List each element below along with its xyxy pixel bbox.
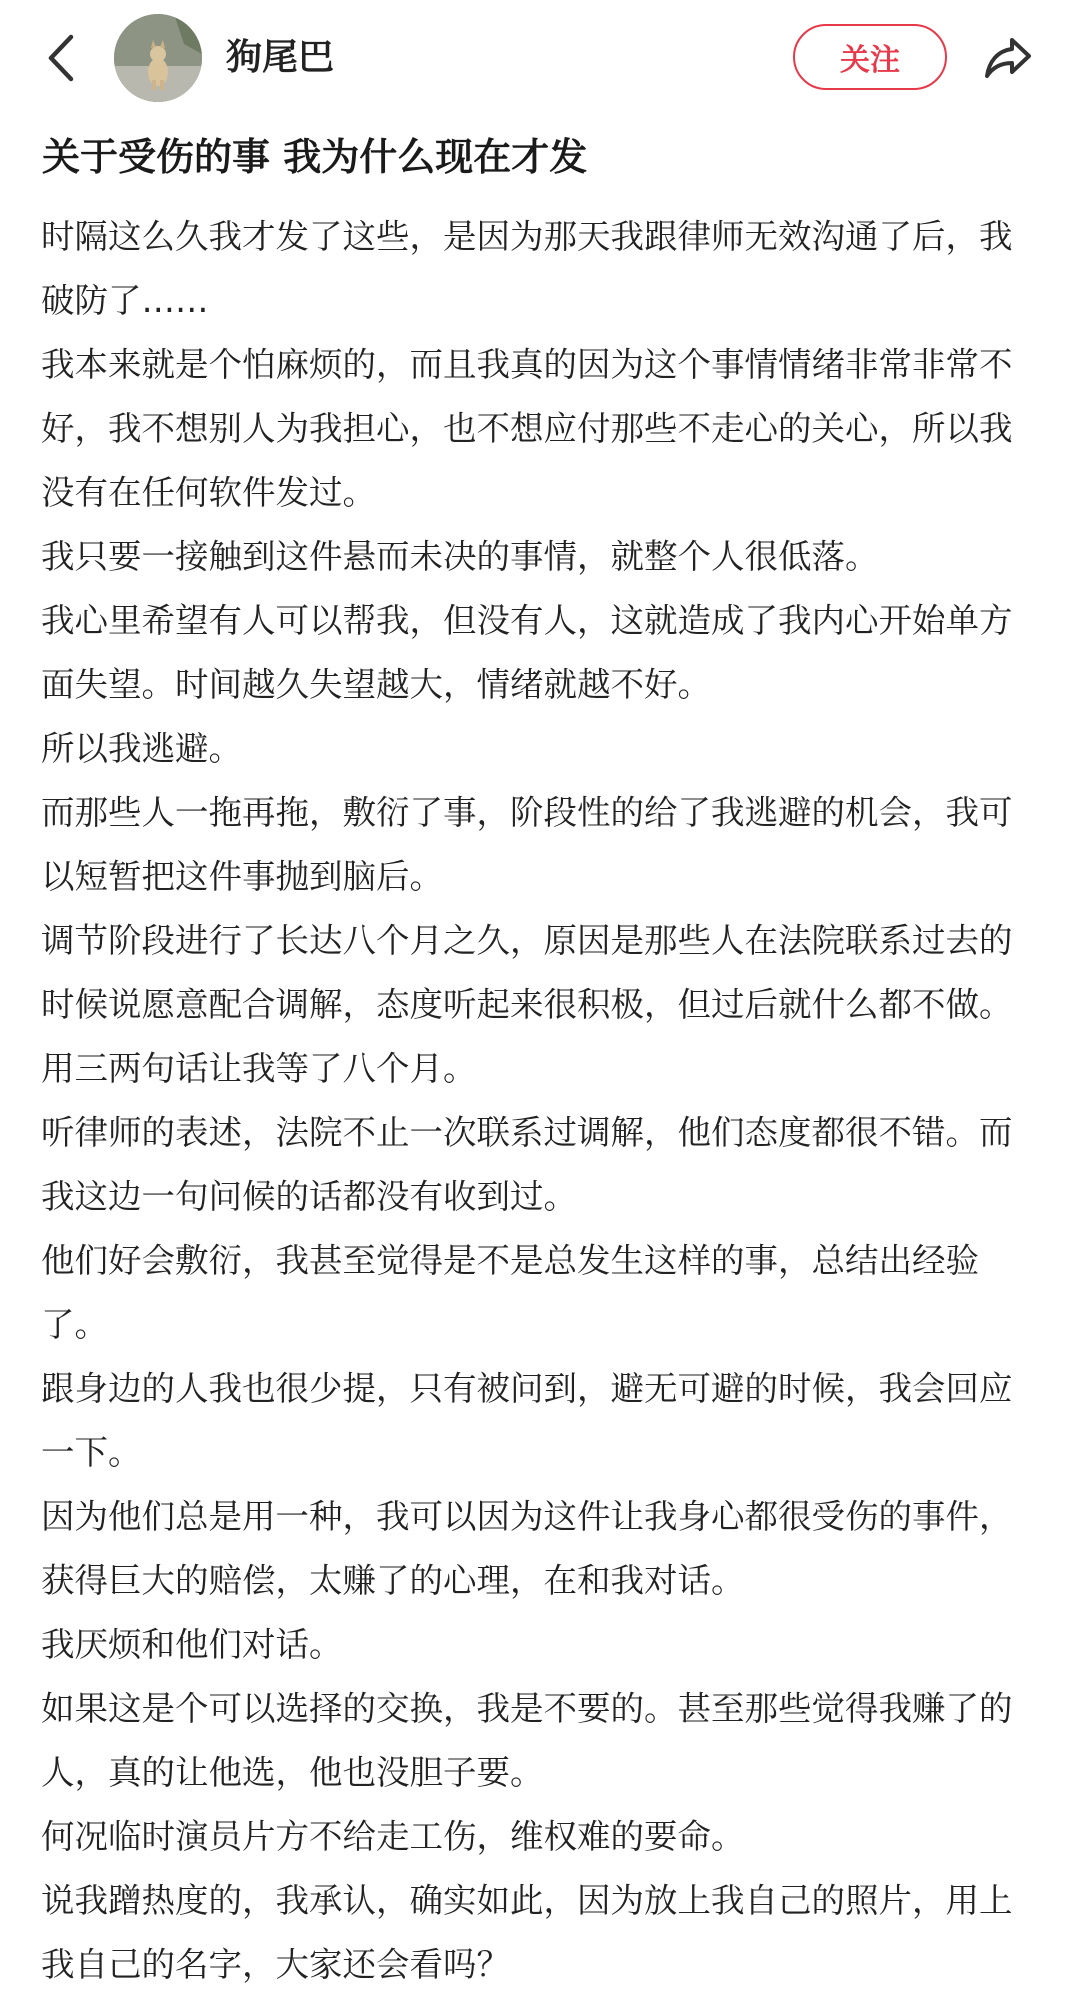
share-button[interactable]	[978, 30, 1038, 86]
post-paragraph: 他们好会敷衍，我甚至觉得是不是总发生这样的事，总结出经验了。	[41, 1241, 979, 1344]
post-paragraph: 跟身边的人我也很少提，只有被问到，避无可避的时候，我会回应一下。	[41, 1369, 1013, 1472]
post-paragraph: 我本来就是个怕麻烦的，而且我真的因为这个事情情绪非常非常不好，我不想别人为我担心，也不想应付那些不走心的关心，所以我没有在任何软件发过。	[41, 345, 1013, 512]
follow-button[interactable]: 关注	[793, 24, 947, 90]
top-bar	[0, 0, 1080, 122]
avatar[interactable]	[114, 14, 202, 102]
post-paragraph: 调节阶段进行了长达八个月之久，原因是那些人在法院联系过去的时候说愿意配合调解，态度听起来很积极，但过后就什么都不做。用三两句话让我等了八个月。	[41, 921, 1013, 1088]
post-paragraph: 听律师的表述，法院不止一次联系过调解，他们态度都很不错。而我这边一句问候的话都没有收到过。	[41, 1113, 1013, 1216]
post-paragraph: 如果这是个可以选择的交换，我是不要的。甚至那些觉得我赚了的人，真的让他选，他也没胆子要。	[41, 1689, 1013, 1792]
post-title: 关于受伤的事 我为什么现在才发	[42, 135, 588, 179]
author-name[interactable]: 狗尾巴	[226, 37, 335, 78]
post-paragraph: 所以我逃避。	[41, 729, 242, 768]
post-paragraph: 何况临时演员片方不给走工伤，维权难的要命。	[41, 1817, 745, 1856]
post-paragraph: 我只要一接触到这件悬而未决的事情，就整个人很低落。	[41, 537, 879, 576]
dog-avatar-image	[114, 14, 202, 102]
post-paragraph: 我心里希望有人可以帮我，但没有人，这就造成了我内心开始单方面失望。时间越久失望越大，情绪就越不好。	[41, 601, 1013, 704]
post-paragraph: 时隔这么久我才发了这些，是因为那天我跟律师无效沟通了后，我破防了……	[41, 217, 1013, 320]
post-body	[41, 205, 1041, 1997]
post-paragraph: 说我蹭热度的，我承认，确实如此，因为放上我自己的照片，用上我自己的名字，大家还会看吗？	[41, 1881, 1013, 1984]
chevron-left-icon	[46, 33, 76, 83]
back-button[interactable]	[36, 28, 86, 88]
share-arrow-icon	[983, 36, 1033, 80]
post-paragraph: 我厌烦和他们对话。	[41, 1625, 343, 1664]
post-paragraph: 因为他们总是用一种，我可以因为这件让我身心都很受伤的事件，获得巨大的赔偿，太赚了的心理，在和我对话。	[41, 1497, 1013, 1600]
post-paragraph: 而那些人一拖再拖，敷衍了事，阶段性的给了我逃避的机会，我可以短暂把这件事抛到脑后。	[41, 793, 1013, 896]
